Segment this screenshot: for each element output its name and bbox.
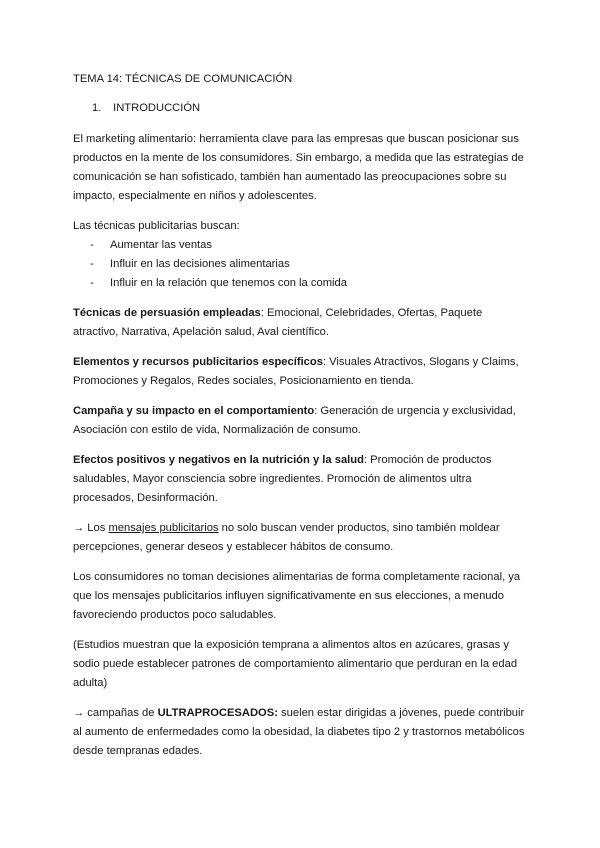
paragraph-text: suelen estar dirigidas a jóvenes, puede contribuir al aumento de enfermedades como la obesidad, la diabetes tipo 2 y trastornos metabólicos desde tempranas edades. bbox=[73, 707, 525, 757]
messages-paragraph bbox=[73, 519, 528, 557]
paragraph-text: : Generación de urgencia y exclusividad, Asociación con estilo de vida, Normalización de consumo. bbox=[73, 405, 516, 436]
section-heading bbox=[73, 99, 528, 118]
list-item-text: Aumentar las ventas bbox=[110, 239, 212, 251]
paragraph-text: no solo buscan vender productos, sino también moldear percepciones, generar deseos y establecer hábitos de consumo. bbox=[73, 522, 500, 553]
underlined-term: mensajes publicitarios bbox=[108, 522, 219, 534]
section-label: INTRODUCCIÓN bbox=[113, 102, 201, 114]
consumers-paragraph: Los consumidores no toman decisiones alimentarias de forma completamente racional, ya que los mensajes publicitarios influyen significativamente en sus elecciones, a menudo favoreciendo productos poco saludables. bbox=[73, 571, 521, 621]
dash-bullet: - bbox=[90, 239, 94, 251]
list-item bbox=[73, 274, 528, 293]
nutrition-effects-paragraph bbox=[73, 451, 528, 508]
list-item bbox=[73, 236, 528, 255]
bold-term: ULTRAPROCESADOS: bbox=[157, 707, 278, 719]
paragraph-heading: Elementos y recursos publicitarios específicos bbox=[73, 356, 323, 368]
document-title: TEMA 14: TÉCNICAS DE COMUNICACIÓN bbox=[73, 73, 293, 85]
persuasion-techniques-paragraph bbox=[73, 304, 528, 342]
goals-list bbox=[73, 236, 528, 293]
ultraprocessed-campaigns-paragraph bbox=[73, 704, 528, 761]
arrow-prefix: → campañas de bbox=[73, 707, 158, 719]
document-body bbox=[73, 70, 528, 772]
list-item-text: Influir en las decisiones alimentarias bbox=[110, 258, 290, 270]
studies-paragraph: (Estudios muestran que la exposición temprana a alimentos altos en azúcares, grasas y sodio puede establecer patrones de comportamiento alimentario que perduran en la edad adulta) bbox=[73, 639, 518, 689]
dash-bullet: - bbox=[90, 277, 94, 289]
section-number: 1. bbox=[92, 102, 102, 114]
paragraph-heading: Técnicas de persuasión empleadas bbox=[73, 307, 261, 319]
paragraph-heading: Campaña y su impacto en el comportamiento bbox=[73, 405, 315, 417]
paragraph-heading: Efectos positivos y negativos en la nutrición y la salud bbox=[73, 454, 364, 466]
paragraph-text: : Emocional, Celebridades, Ofertas, Paquete atractivo, Narrativa, Apelación salud, Aval científico. bbox=[73, 307, 483, 338]
paragraph-text: : Promoción de productos saludables, Mayor consciencia sobre ingredientes. Promoción de alimentos ultra procesados, Desinformación. bbox=[73, 454, 492, 504]
paragraph-text: : Visuales Atractivos, Slogans y Claims, Promociones y Regalos, Redes sociales, Posicionamiento en tienda. bbox=[73, 356, 519, 387]
list-item-text: Influir en la relación que tenemos con la comida bbox=[110, 277, 347, 289]
techniques-lead: Las técnicas publicitarias buscan: bbox=[73, 220, 240, 232]
intro-paragraph: El marketing alimentario: herramienta clave para las empresas que buscan posicionar sus productos en la mente de los consumidores. Sin embargo, a medida que las estrategias de comunicación se han sofisticado, también han aumentado las preocupaciones sobre su impacto, especialmente en niños y adolescentes. bbox=[73, 133, 524, 202]
advertising-elements-paragraph bbox=[73, 353, 528, 391]
arrow-prefix: → Los bbox=[73, 522, 109, 534]
list-item bbox=[73, 255, 528, 274]
dash-bullet: - bbox=[90, 258, 94, 270]
campaign-impact-paragraph bbox=[73, 402, 528, 440]
